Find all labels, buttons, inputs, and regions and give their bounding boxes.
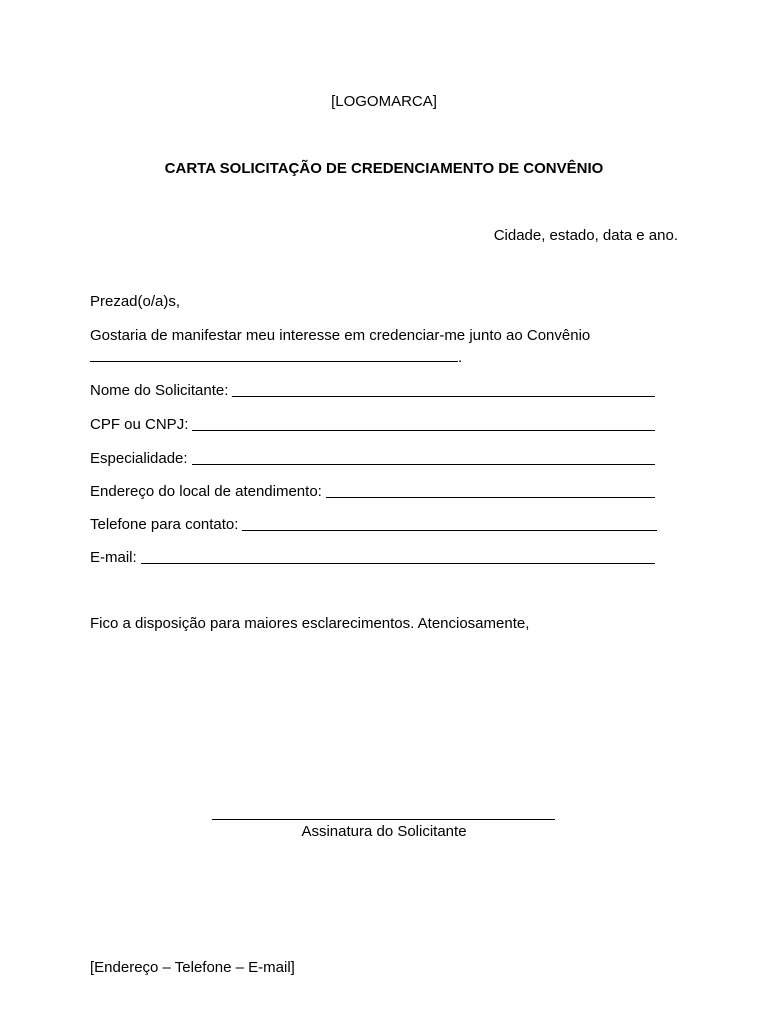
field-label-nome: Nome do Solicitante: <box>90 382 229 399</box>
field-blank-email <box>141 550 655 564</box>
salutation: Prezad(o/a)s, <box>90 293 181 310</box>
field-label-email: E-mail: <box>90 549 137 566</box>
logo-placeholder: [LOGOMARCA] <box>331 93 437 110</box>
field-label-endereco: Endereço do local de atendimento: <box>90 483 322 500</box>
footer-contact-placeholder: [Endereço – Telefone – E-mail] <box>90 959 295 976</box>
field-row-nome <box>90 381 655 398</box>
closing-paragraph: Fico a disposição para maiores esclarecimentos. Atenciosamente, <box>90 615 530 632</box>
field-label-cpf: CPF ou CNPJ: <box>90 416 189 433</box>
document-title: CARTA SOLICITAÇÃO DE CREDENCIAMENTO DE CONVÊNIO <box>164 160 604 177</box>
signature-line <box>212 819 555 820</box>
field-blank-nome <box>232 383 655 397</box>
field-label-telefone: Telefone para contato: <box>90 516 239 533</box>
field-row-especialidade <box>90 449 655 466</box>
field-blank-cpf <box>192 417 655 431</box>
field-row-email <box>90 548 655 565</box>
field-row-endereco <box>90 482 655 499</box>
intro-period: . <box>458 349 463 366</box>
signature-label: Assinatura do Solicitante <box>301 823 467 840</box>
intro-paragraph: Gostaria de manifestar meu interesse em credenciar-me junto ao Convênio <box>90 327 591 344</box>
field-row-cpf <box>90 415 655 432</box>
field-blank-especialidade <box>192 451 655 465</box>
field-blank-endereco <box>326 484 655 498</box>
convenio-blank-line <box>90 348 458 362</box>
field-label-especialidade: Especialidade: <box>90 450 188 467</box>
city-date-line: Cidade, estado, data e ano. <box>493 227 678 244</box>
field-blank-telefone <box>242 517 657 531</box>
convenio-blank <box>90 348 462 365</box>
field-row-telefone <box>90 515 657 532</box>
